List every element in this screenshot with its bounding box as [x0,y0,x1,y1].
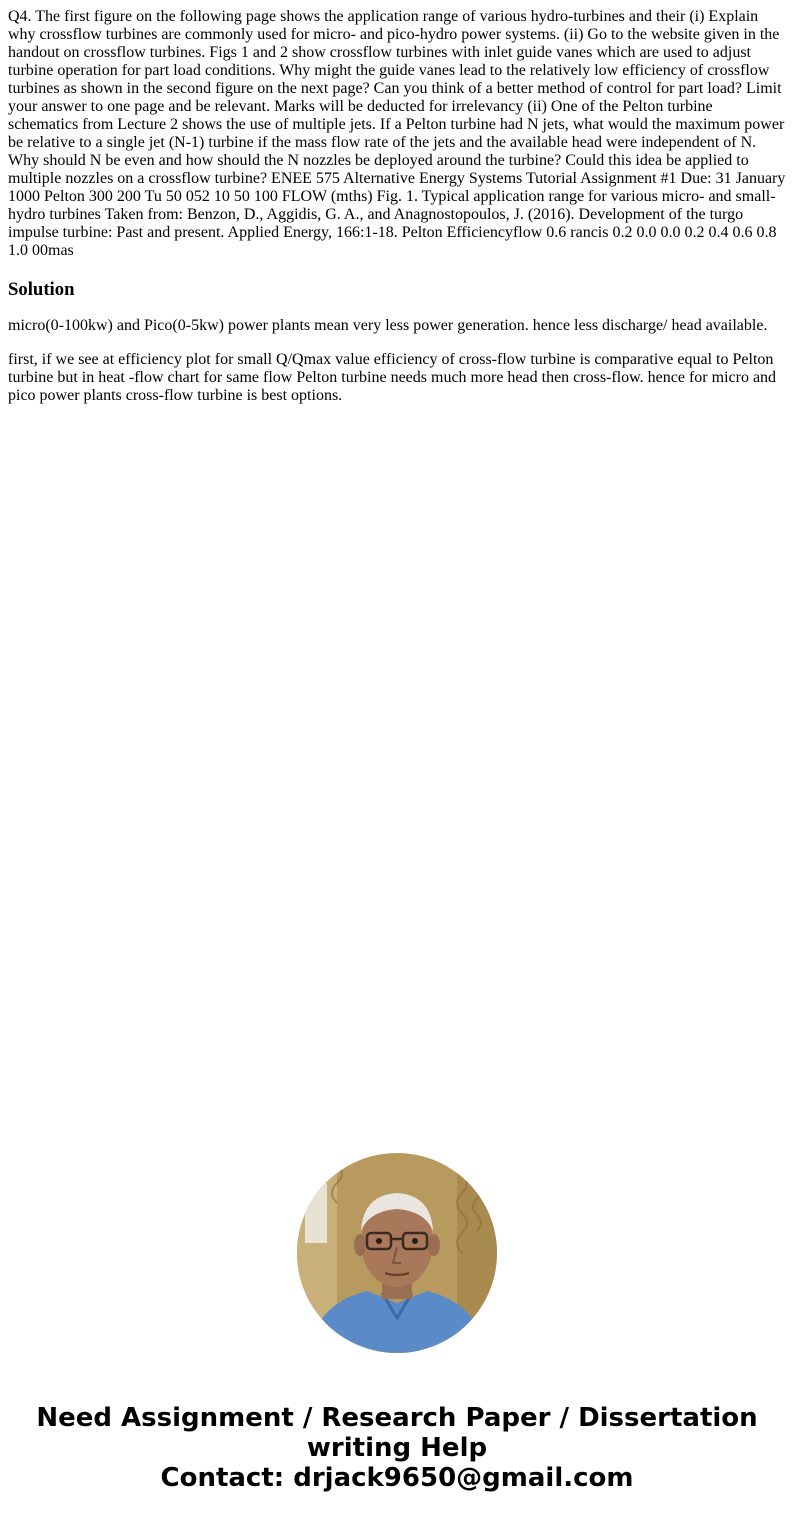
solution-paragraph-1: micro(0-100kw) and Pico(0-5kw) power plants mean very less power generation. hence less discharge/ head available. [8,317,768,334]
promo-line-1: Need Assignment / Research Paper / Dissertation [36,1403,758,1433]
document-body [8,8,786,405]
tutor-avatar [297,1153,497,1353]
tutor-portrait-image [297,1153,497,1353]
question-text: Q4. The first figure on the following page shows the application range of various hydro-turbines and their (i) Explain why crossflow turbines are commonly used for micro- and pico-hydro power systems. (ii) Go to the website given in the handout on crossflow turbines. Figs 1 and 2 show crossflow turbines with inlet guide vanes which are used to adjust turbine operation for part load conditions. Why might the guide vanes lead to the relatively low efficiency of crossflow turbines as shown in the second figure on the next page? Can you think of a better method of control for part load? Limit your answer to one page and be relevant. Marks will be deducted for irrelevancy (ii) One of the Pelton turbine schematics from Lecture 2 shows the use of multiple jets. If a Pelton turbine had N jets, what would the maximum power be relative to a single jet (N-1) turbine if the mass flow rate of the jets and the available head were independent of N. Why should N be even and how should the N nozzles be deployed around the turbine? Could this idea be applied to multiple nozzles on a crossflow turbine? ENEE 575 Alternative Energy Systems Tutorial Assignment #1 Due: 31 January 1000 Pelton 300 200 Tu 50 052 10 50 100 FLOW (mths) Fig. 1. Typical application range for various micro- and small-hydro turbines Taken from: Benzon, D., Aggidis, G. A., and Anagnostopoulos, J. (2016). Development of the turgo impulse turbine: Past and present. Applied Energy, 166:1-18. Pelton Efficiencyflow 0.6 rancis 0.2 0.0 0.0 0.2 0.4 0.6 0.8 1.0 00mas [8,8,786,259]
promo-footer [0,1403,794,1493]
solution-paragraph-2: first, if we see at efficiency plot for small Q/Qmax value efficiency of cross-flow turbine is comparative equal to Pelton turbine but in heat -flow chart for same flow Pelton turbine needs much more head then cross-flow. hence for micro and pico power plants cross-flow turbine is best options. [8,351,777,404]
promo-contact: Contact: drjack9650@gmail.com [160,1463,634,1493]
solution-heading: Solution [8,279,75,300]
promo-line-2: writing Help [306,1433,488,1463]
